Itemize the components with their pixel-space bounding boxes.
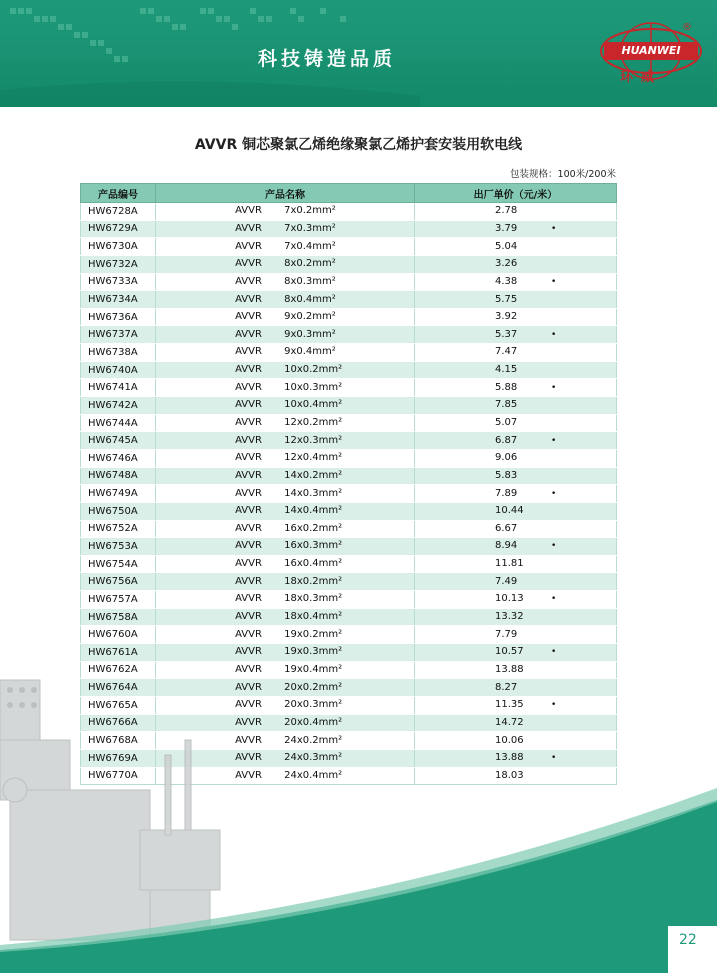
cell-name-prefix: AVVR	[235, 628, 262, 640]
cell-name-size: 14x0.2mm²	[284, 469, 343, 481]
cell-product-name	[156, 608, 415, 626]
cell-product-code: HW6730A	[81, 238, 156, 256]
cell-name-prefix: AVVR	[235, 452, 262, 464]
cell-price-mark: •	[550, 594, 557, 605]
table-row	[81, 538, 617, 556]
cell-name-size: 18x0.2mm²	[284, 575, 343, 587]
cell-name-size: 24x0.3mm²	[284, 752, 343, 764]
cell-product-name	[156, 644, 415, 662]
cell-price-mark: •	[550, 541, 557, 552]
table-row	[81, 291, 617, 309]
cell-product-name	[156, 344, 415, 362]
cell-price-value: 9.06	[494, 452, 518, 464]
cell-name-size: 10x0.4mm²	[284, 399, 343, 411]
cell-price	[414, 591, 616, 609]
logo-registered-mark: ®	[682, 22, 692, 33]
cell-name-prefix: AVVR	[235, 328, 262, 340]
cell-product-name	[156, 485, 415, 503]
table-row	[81, 591, 617, 609]
cell-product-code: HW6761A	[81, 644, 156, 662]
cell-price-value: 5.37	[494, 328, 518, 340]
cell-name-size: 8x0.3mm²	[284, 275, 336, 287]
cell-price-value: 10.06	[494, 734, 524, 746]
cell-product-name	[156, 573, 415, 591]
cell-name-size: 14x0.4mm²	[284, 505, 343, 517]
table-row	[81, 644, 617, 662]
table-row	[81, 326, 617, 344]
table-row	[81, 626, 617, 644]
cell-product-name	[156, 308, 415, 326]
cell-name-prefix: AVVR	[235, 522, 262, 534]
table-row	[81, 432, 617, 450]
cell-price	[414, 255, 616, 273]
cell-name-size: 8x0.4mm²	[284, 293, 336, 305]
cell-name-size: 16x0.4mm²	[284, 558, 343, 570]
cell-price-value: 13.32	[494, 611, 524, 623]
cell-price	[414, 661, 616, 679]
cell-product-code: HW6765A	[81, 696, 156, 714]
cell-product-code: HW6740A	[81, 361, 156, 379]
cell-price-value: 7.89	[494, 487, 518, 499]
cell-price-value: 3.79	[494, 222, 518, 234]
table-row	[81, 361, 617, 379]
table-row	[81, 238, 617, 256]
cell-product-code: HW6737A	[81, 326, 156, 344]
cell-price	[414, 238, 616, 256]
page-title: AVVR 铜芯聚氯乙烯绝缘聚氯乙烯护套安装用软电线	[194, 137, 523, 153]
logo-brand-text: HUANWEI	[604, 42, 698, 60]
cell-price	[414, 203, 616, 221]
table-row	[81, 273, 617, 291]
cell-price-value: 11.81	[494, 558, 524, 570]
cell-name-size: 19x0.3mm²	[284, 646, 343, 658]
cell-price-mark: •	[550, 753, 557, 764]
cell-product-name	[156, 414, 415, 432]
cell-price-value: 4.15	[494, 364, 518, 376]
cell-price-value: 10.57	[494, 646, 524, 658]
cell-name-size: 24x0.4mm²	[284, 769, 343, 781]
cell-name-size: 19x0.4mm²	[284, 663, 343, 675]
cell-product-code: HW6749A	[81, 485, 156, 503]
cell-product-code: HW6754A	[81, 555, 156, 573]
cell-product-code: HW6770A	[81, 767, 156, 785]
cell-product-name	[156, 326, 415, 344]
company-logo	[596, 18, 706, 100]
cell-name-prefix: AVVR	[235, 240, 262, 252]
cell-product-code: HW6746A	[81, 449, 156, 467]
cell-price-value: 5.07	[494, 417, 518, 428]
cell-price	[414, 732, 616, 750]
cell-name-size: 16x0.3mm²	[284, 540, 343, 552]
cell-name-size: 20x0.4mm²	[284, 716, 343, 728]
cell-product-code: HW6752A	[81, 520, 156, 538]
cell-price-value: 13.88	[494, 663, 524, 675]
cell-product-name	[156, 449, 415, 467]
table-row	[81, 220, 617, 238]
cell-product-name	[156, 397, 415, 415]
cell-product-code: HW6733A	[81, 273, 156, 291]
cell-price-value: 5.83	[494, 469, 518, 481]
cell-product-code: HW6753A	[81, 538, 156, 556]
cell-product-code: HW6729A	[81, 220, 156, 238]
cell-product-code: HW6745A	[81, 432, 156, 450]
cell-name-prefix: AVVR	[235, 575, 262, 587]
cell-price-value: 6.87	[494, 434, 518, 446]
cell-product-name	[156, 502, 415, 520]
cell-product-name	[156, 538, 415, 556]
cell-price	[414, 608, 616, 626]
cell-price	[414, 379, 616, 397]
cell-product-name	[156, 220, 415, 238]
cell-name-prefix: AVVR	[235, 275, 262, 287]
cell-price-mark: •	[550, 223, 557, 234]
cell-product-code: HW6768A	[81, 732, 156, 750]
cell-name-size: 7x0.2mm²	[284, 205, 336, 217]
cell-name-size: 14x0.3mm²	[284, 487, 343, 499]
cell-product-code: HW6736A	[81, 308, 156, 326]
cell-price-value: 5.88	[494, 381, 518, 393]
cell-product-name	[156, 361, 415, 379]
cell-price-value: 14.72	[494, 716, 524, 728]
cell-price	[414, 414, 616, 432]
table-row	[81, 397, 617, 415]
table-row	[81, 449, 617, 467]
cell-product-name	[156, 467, 415, 485]
cell-product-name	[156, 379, 415, 397]
cell-price	[414, 397, 616, 415]
cell-price	[414, 749, 616, 767]
header-band	[0, 0, 717, 107]
cell-name-prefix: AVVR	[235, 311, 262, 323]
cell-price	[414, 467, 616, 485]
col-header-code: 产品编号	[81, 184, 156, 203]
table-row	[81, 502, 617, 520]
cell-name-prefix: AVVR	[235, 752, 262, 764]
cell-price-value: 7.49	[494, 575, 518, 587]
cell-name-size: 16x0.2mm²	[284, 522, 343, 534]
table-row	[81, 520, 617, 538]
cell-name-size: 7x0.4mm²	[284, 240, 336, 252]
cell-name-prefix: AVVR	[235, 487, 262, 499]
cell-name-prefix: AVVR	[235, 769, 262, 781]
cell-name-prefix: AVVR	[235, 558, 262, 570]
cell-price	[414, 308, 616, 326]
cell-name-size: 10x0.2mm²	[284, 364, 343, 376]
col-header-price: 出厂单价（元/米）	[414, 184, 616, 203]
cell-product-code: HW6738A	[81, 344, 156, 362]
table-row	[81, 344, 617, 362]
table-row	[81, 414, 617, 432]
cell-product-name	[156, 520, 415, 538]
cell-name-prefix: AVVR	[235, 611, 262, 623]
cell-price-mark: •	[550, 700, 557, 711]
logo-brand-cn: 环威	[620, 70, 663, 85]
cell-price-mark: •	[550, 382, 557, 393]
cell-price-value: 8.27	[494, 681, 518, 693]
cell-price	[414, 696, 616, 714]
cell-price	[414, 520, 616, 538]
cell-name-prefix: AVVR	[235, 681, 262, 693]
cell-price-value: 6.67	[494, 522, 518, 534]
cell-name-prefix: AVVR	[235, 293, 262, 305]
cell-price	[414, 220, 616, 238]
cell-price-value: 3.26	[494, 258, 518, 270]
cell-name-prefix: AVVR	[235, 258, 262, 270]
cell-price	[414, 291, 616, 309]
cell-price-value: 11.35	[494, 699, 524, 711]
cell-price	[414, 432, 616, 450]
cell-product-name	[156, 432, 415, 450]
cell-name-prefix: AVVR	[235, 222, 262, 234]
cell-product-code: HW6748A	[81, 467, 156, 485]
cell-product-code: HW6764A	[81, 679, 156, 697]
cell-name-size: 24x0.2mm²	[284, 734, 343, 746]
cell-name-size: 18x0.3mm²	[284, 593, 343, 605]
cell-name-prefix: AVVR	[235, 540, 262, 552]
cell-name-size: 8x0.2mm²	[284, 258, 336, 270]
cell-name-size: 12x0.4mm²	[284, 452, 343, 464]
cell-price	[414, 626, 616, 644]
cell-product-name	[156, 291, 415, 309]
cell-name-prefix: AVVR	[235, 346, 262, 358]
cell-price-value: 3.92	[494, 311, 518, 323]
cell-price-value: 7.79	[494, 628, 518, 640]
cell-product-code: HW6734A	[81, 291, 156, 309]
cell-name-size: 12x0.2mm²	[284, 417, 343, 428]
cell-price-mark: •	[550, 276, 557, 287]
cell-price-value: 2.78	[494, 205, 518, 217]
cell-price-value: 7.85	[494, 399, 518, 411]
cell-product-code: HW6760A	[81, 626, 156, 644]
cell-name-prefix: AVVR	[235, 505, 262, 517]
cell-name-prefix: AVVR	[235, 364, 262, 376]
cell-price	[414, 502, 616, 520]
header-tagline: 科技铸造品质	[258, 48, 397, 70]
cell-name-size: 9x0.2mm²	[284, 311, 336, 323]
cell-product-name	[156, 591, 415, 609]
cell-price	[414, 485, 616, 503]
cell-price-mark: •	[550, 329, 557, 340]
cell-product-name	[156, 626, 415, 644]
page-number: 22	[679, 932, 697, 948]
cell-product-code: HW6758A	[81, 608, 156, 626]
cell-product-name	[156, 273, 415, 291]
cell-price	[414, 449, 616, 467]
col-header-name: 产品名称	[156, 184, 415, 203]
table-row	[81, 379, 617, 397]
cell-price-value: 8.94	[494, 540, 518, 552]
cell-product-name	[156, 238, 415, 256]
table-row	[81, 555, 617, 573]
cell-price	[414, 714, 616, 732]
cell-price	[414, 538, 616, 556]
cell-price-value: 10.13	[494, 593, 524, 605]
cell-name-prefix: AVVR	[235, 205, 262, 217]
cell-price	[414, 361, 616, 379]
cell-product-code: HW6756A	[81, 573, 156, 591]
cell-name-prefix: AVVR	[235, 417, 262, 428]
cell-name-prefix: AVVR	[235, 434, 262, 446]
cell-product-name	[156, 255, 415, 273]
table-row	[81, 467, 617, 485]
cell-product-code: HW6742A	[81, 397, 156, 415]
cell-price-value: 13.88	[494, 752, 524, 764]
cell-name-prefix: AVVR	[235, 734, 262, 746]
cell-product-name	[156, 555, 415, 573]
table-header-row	[81, 184, 617, 203]
cell-name-prefix: AVVR	[235, 593, 262, 605]
cell-name-prefix: AVVR	[235, 663, 262, 675]
cell-price	[414, 679, 616, 697]
cell-price-mark: •	[550, 647, 557, 658]
cell-product-code: HW6741A	[81, 379, 156, 397]
cell-price	[414, 573, 616, 591]
cell-name-size: 12x0.3mm²	[284, 434, 343, 446]
cell-name-size: 20x0.2mm²	[284, 681, 343, 693]
cell-product-name	[156, 203, 415, 221]
cell-price-value: 5.75	[494, 293, 518, 305]
cell-name-size: 7x0.3mm²	[284, 222, 336, 234]
packaging-spec: 包装规格：100米/200米	[510, 169, 616, 180]
cell-price-mark: •	[550, 488, 557, 499]
cell-product-code: HW6766A	[81, 714, 156, 732]
table-row	[81, 573, 617, 591]
cell-name-prefix: AVVR	[235, 469, 262, 481]
cell-price-mark: •	[550, 435, 557, 446]
table-row	[81, 255, 617, 273]
cell-name-size: 20x0.3mm²	[284, 699, 343, 711]
table-row	[81, 308, 617, 326]
cell-price	[414, 555, 616, 573]
cell-product-code: HW6762A	[81, 661, 156, 679]
cell-price-value: 7.47	[494, 346, 518, 358]
table-row	[81, 485, 617, 503]
cell-price	[414, 644, 616, 662]
cell-price	[414, 273, 616, 291]
cell-product-code: HW6732A	[81, 255, 156, 273]
cell-name-prefix: AVVR	[235, 381, 262, 393]
cell-name-size: 9x0.3mm²	[284, 328, 336, 340]
cell-name-size: 9x0.4mm²	[284, 346, 336, 358]
cell-price-value: 4.38	[494, 275, 518, 287]
cell-name-size: 19x0.2mm²	[284, 628, 343, 640]
bottom-wave-decoration	[0, 780, 717, 973]
cell-product-code: HW6750A	[81, 502, 156, 520]
table-row	[81, 203, 617, 221]
cell-product-code: HW6728A	[81, 203, 156, 221]
cell-product-code: HW6744A	[81, 414, 156, 432]
cell-name-prefix: AVVR	[235, 399, 262, 411]
table-row	[81, 608, 617, 626]
cell-name-prefix: AVVR	[235, 716, 262, 728]
cell-product-code: HW6769A	[81, 749, 156, 767]
cell-price-value: 5.04	[494, 240, 518, 252]
cell-price-value: 18.03	[494, 769, 524, 781]
cell-name-size: 18x0.4mm²	[284, 611, 343, 623]
cell-name-prefix: AVVR	[235, 699, 262, 711]
cell-price-value: 10.44	[494, 505, 524, 517]
cell-product-code: HW6757A	[81, 591, 156, 609]
cell-price	[414, 344, 616, 362]
cell-name-prefix: AVVR	[235, 646, 262, 658]
cell-price	[414, 326, 616, 344]
cell-name-size: 10x0.3mm²	[284, 381, 343, 393]
